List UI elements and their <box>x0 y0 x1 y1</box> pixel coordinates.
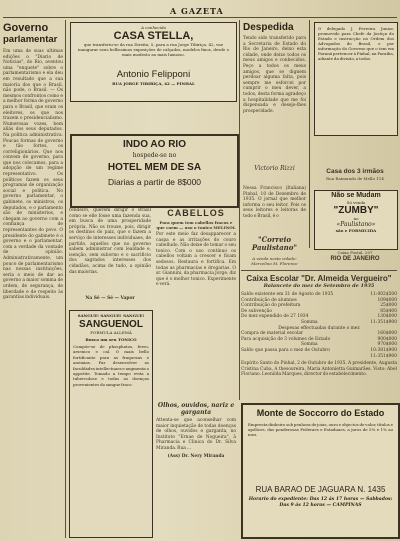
table-row: 11:351$900 <box>370 353 397 359</box>
ad-store: «Paulistano» <box>336 221 376 228</box>
article-subtitle: Balancete do mez de Setembro de 1935 <box>263 283 375 289</box>
ad-monte-soccorro <box>241 403 400 539</box>
column-divider <box>239 20 240 400</box>
ad-sub: Rua Raimundo de Mello 114 <box>326 176 384 181</box>
masthead-title: A GAZETA <box>170 6 224 16</box>
ad-sub: FORMULA ALLEMÃ <box>90 330 132 335</box>
ad-addr: Caixa Postal, 207 <box>337 250 373 255</box>
ad-sub: no <box>353 216 359 221</box>
ad-hotel <box>70 134 239 208</box>
ad-body: que transferiu-se da rua Direita, 5, para a rua Jorge Tibiriça, 42, vae inaugurar seus bellissimos exposições de calçados, modelos finos, desde o mais modesto ao mais luxuoso. <box>78 42 229 57</box>
ad-tag: Não se Mudam <box>331 192 381 199</box>
ad-body: Empresta dinheiro sob penhora de joias, ouro e objectos de valor, títulos e apólices, das ponderosas Federaes e Estaduaes, a juros de 5% e 1% ao mez. <box>248 422 393 437</box>
table-row: Do mez expendido de 27 1934 130$000 <box>241 314 397 320</box>
article-footer: Na Sé — Sé — Vapor <box>85 296 135 301</box>
article-despedida <box>243 22 306 182</box>
article-caixa-escolar <box>241 274 397 400</box>
ad-line: Diarias a partir de 8$000 <box>107 177 202 187</box>
ad-name: Monte de Soccorro do Estado <box>256 408 385 418</box>
ad-address: RUA JORGE TIBIRIÇA, 42 — PINHAL <box>112 81 195 86</box>
article-body: Tendo sido transferido para a Secretaria de Estado do Rio de Janeiro, deixo esta cidade, onde deixo todos os meus amigos e conhecidos. Peço a todos os meus amigos, que se dignem perdoar alguma falta, pois sempre me esforcei por cumprir o meu dever, a todos, desta forma agradeço a hospitalidade que me foi dispensada e desejo-lhes prosperidade. <box>243 36 306 114</box>
table-row: Saldo que passa para o mez de Outubro 10:381$900 <box>241 347 397 353</box>
article-title: Governo <box>3 22 49 34</box>
ad-name: Casa dos 3 irmãos <box>326 168 384 175</box>
article-subtitle: Para quem tem cabellos fracos e que caem — uso o tonico MELINOL <box>156 220 236 230</box>
table-row: Contribuição do prefeitura 25$000 <box>241 303 397 309</box>
article-governo <box>3 22 63 537</box>
ad-tag: Busca um seu TONICO <box>85 337 137 342</box>
table-row: Compra de material escolar 160$000 <box>241 331 397 337</box>
table-row: Somma 11:351$900 <box>301 319 397 325</box>
article-title: CABELLOS <box>167 208 225 218</box>
ad-pre: Só vendo <box>346 200 366 205</box>
article-title: Despedida <box>243 22 294 33</box>
article-body: Attenta-se que aconselhar com maior inquietação de todas doenças de olhos, ouvidos e garganta, no Instituto "Ernae de Nogueira", à Pharmacia e Clinica do Dr. Silva Miranda. Rua ... <box>156 418 236 451</box>
notice-delegado <box>314 22 398 136</box>
ad-name: "Correio Paulistano" <box>251 235 298 252</box>
column-divider <box>65 20 66 538</box>
ad-zumby <box>314 190 398 250</box>
notice-body: O delegado J. Ferreira Junior, promovido para Chefe da Justiça do Estado e instrucção no Ordem dos Advogados do Brasil, e por informação do Governo que o tem em Paraná pertencer à Pinhal, na Paraíba, adiante da divisão, a todos. <box>318 26 395 61</box>
ad-hours: Horario do expediente: Das 12 ás 17 horas — Sabbados: Das 9 ás 12 horas — CAMPINAS <box>248 497 393 508</box>
article-signature: Victorio Rizzi <box>254 165 295 172</box>
ad-owner: Antonio Felipponi <box>116 69 191 80</box>
ad-address: RUA BARAO DE JAGUARA N. 1435 <box>255 485 386 494</box>
table-row: Somma 970$000 <box>301 342 397 348</box>
ad-line: xão e FORMICIDA <box>335 228 377 233</box>
article-cabellos <box>156 208 236 398</box>
table-subheading: Despesas effectuadas durante o mez <box>278 325 360 331</box>
rizzi-notes: Nessa Francisco (Italiana) Pinhal, 10 de Dezembro de 1935. O jornal que melhor informa o seu leitor. Pois os seus leitores e leitoras de todo o Brasil, é o <box>243 186 306 219</box>
ad-body: Compõe-se de phosphatos, ferro, arsenico e cal. O mais bello fortificante para as fraquezas e anemias. Faz desenvolver as faculdades intellectuaes e augmenta o appetite. Tomado a tempo evita a tuberculose e todas as doenças provenientes do sangue fraco. <box>73 344 149 387</box>
ad-casa-3-irmaos <box>314 168 396 188</box>
balance-table <box>241 292 397 359</box>
article-signature: (Ass) Dr. Nery Miranda <box>167 453 225 459</box>
ad-line: INDO AO RIO <box>123 139 186 150</box>
article-footer: Espírito Santo do Pinhal, 2 de Outubro de 1935. A presidente, Augusta Cristina Cuba, A thesoureira, Maria Antonietta Guimarães. Visto: Abel Floriano. Leonilda Marques, director do estabelecimento. <box>241 361 397 378</box>
ad-name: CASA STELLA, <box>113 30 194 42</box>
masthead-rule <box>3 17 397 18</box>
article-body: Por este meio faz desapparecer a caspa e as irritações do couro cabelludo. Não deixe de tomar o seu tonico. Com o uso contínuo os cabellos voltam a crescer e ficam sedosos. Restaura e fortifica. Em todas as pharmacias e drogarias. O sr. Giannini, da pharmacia Jorge, diz que é o melhor tonico. Experimente e verá. <box>156 232 236 288</box>
ad-zumby-address <box>314 250 396 270</box>
ad-sub: A venda nesta cidade: Marcelino M. Florence <box>251 256 298 266</box>
article-title: parlamentar <box>3 34 58 45</box>
article-olhos <box>156 402 236 536</box>
column-divider <box>309 20 310 248</box>
table-row: Para acquisição de 3 volumes de Estado 900$000 <box>241 336 397 342</box>
ad-correio-paulistano <box>243 235 306 266</box>
ad-pre: A conhecida <box>141 25 166 30</box>
article-body: Em uma de suas ultimas edições o "Diario de Noticias", do Rio, aventou uma "enquete" sobre o parlamentarismo e ela deu em resultado que a sua maioria dos que o Brasil, não pode, o Brasil. — Os mesmos confrontos como e a melhor forma de governo para o Brasil, que eram os eleitores, os que nos trazem o presidencialismo. Numerosas vozes, bem aliás dos seus deputados. Na politica administrativa. Poucas formas de governo e tão fortes, os correligionários. Que nos convem de governo, para que nos colocamos, para a adopção de um regime representativo. Os políticos fazem os seus programas de organização social e politica. No governo parlamentar, o gabinete, os ministros, os deputados, e o parlamento são de ministerios, e chegam ao governo com a confiança de representantes do povo. O presidente do gabinete é o governo e o parlamentar, com a verdade da vontade de opinião. Administrativamente, um pouco de parlamentarismo nas nossas instituições, seria o meio de dar ao governo a maior somma de ordem, de segurança, de liberdade e de respeito às garantias individuais. <box>3 49 63 301</box>
table-row: Saldo existente em 31 de Agosto de 1935 11:002$500 <box>241 292 397 297</box>
section-rule <box>241 270 397 271</box>
ad-casa-stella <box>70 22 237 102</box>
ad-line: hospede-se no <box>132 152 177 159</box>
article-continuation: rendeiro, querem dirigir o Brasil como se elle fosse uma fazenda sua, em busca de uma prosperidade própria. Não os trouxe, pois, dirigir os destinos do paiz, que o fazem a serviço de interesses individuaes, de partido, aquellos que no governo sabem administrar com lealdade e, isenção, sem suborno e o sacrificio dos sagrados interesses dos cidadãos, acima de tudo, a opinião das maiorias. <box>69 208 151 275</box>
article-title: Caixa Escolar "Dr. Almeida Vergueiro" <box>246 274 392 283</box>
ad-sanguenol <box>69 310 153 538</box>
ad-city: RIO DE JANEIRO <box>330 256 380 262</box>
article-title: Olhos, ouvidos, nariz e garganta <box>157 402 235 416</box>
table-row: De subvenção 85$400 <box>241 308 397 314</box>
ad-line: HOTEL MEM DE SA <box>107 162 202 173</box>
ad-name: "ZUMBY" <box>333 205 379 216</box>
table-row: Contribuição de alumnos 109$000 <box>241 297 397 303</box>
ad-head: SANGUE! SANGUE! SANGUE! <box>77 313 145 318</box>
ad-name: SANGUENOL <box>79 319 143 330</box>
